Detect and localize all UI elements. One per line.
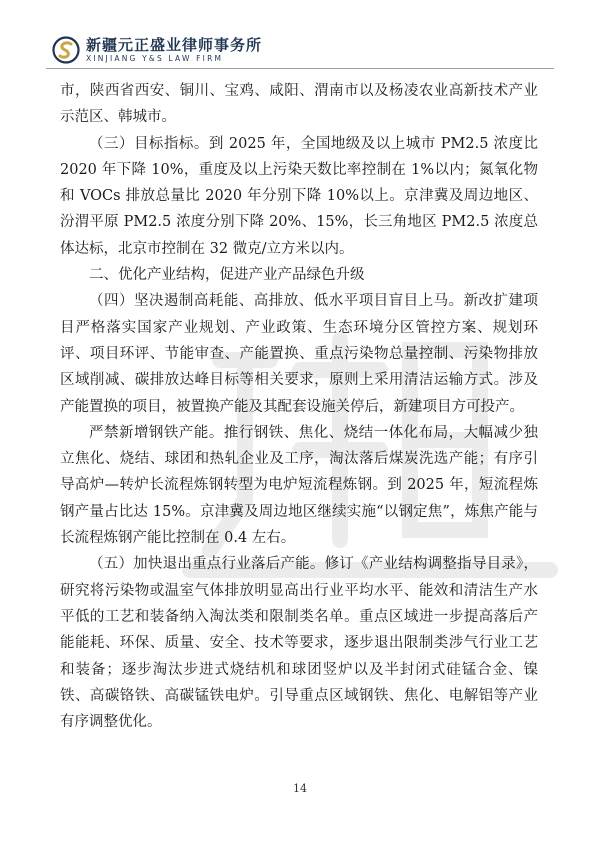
firm-name-block <box>86 36 262 64</box>
paragraph-phase-out-backward-capacity: （五）加快退出重点行业落后产能。修订《产业结构调整指导目录》，研究将污染物或温室气体排放明显高出行业平均水平、能效和清洁生产水平低的工艺和装备纳入淘汰类和限制类名单。重点区域进一步提高落后产能能耗、环保、质量、安全、技术等要求，逐步退出限制类涉气行业工艺和装备；逐步淘汰步进式烧结机和球团竖炉以及半封闭式硅锰合金、镍铁、高碳铬铁、高碳锰铁电炉。引导重点区域钢铁、焦化、电解铝等产业有序调整优化。 <box>60 556 538 731</box>
paragraph-target-indicators: （三）目标指标。到 2025 年，全国地级及以上城市 PM2.5 浓度比 2020 年下降 10%，重度及以上污染天数比率控制在 1%以内；氮氧化物和 VOCs 排放总量比 2020 年分别下降 10%以上。京津冀及周边地区、汾渭平原 PM2.5 浓度分别下降 20%、15%，长三角地区 PM2.5 浓度总体达标，北京市控制在 32 微克/立方米以内。 <box>60 135 538 257</box>
paragraph-steel-capacity: 严禁新增钢铁产能。推行钢铁、焦化、烧结一体化布局，大幅减少独立焦化、烧结、球团和热轧企业及工序，淘汰落后煤炭洗选产能；有序引导高炉—转炉长流程炼钢转型为电炉短流程炼钢。到 2025 年，短流程炼钢产量占比达 15%。京津冀及周边地区继续实施“以钢定焦”，炼焦产能与长流程炼钢产能比控制在 0.4 左右。 <box>60 424 538 547</box>
document-body <box>60 78 538 735</box>
section-heading-industry-structure: 二、优化产业结构，促进产业产品绿色升级 <box>89 267 365 284</box>
firm-logo-icon <box>52 36 80 64</box>
firm-name-en: XINJIANG Y&S LAW FIRM <box>86 54 224 63</box>
page-header <box>52 32 262 68</box>
paragraph-curb-high-emission-projects: （四）坚决遏制高耗能、高排放、低水平项目盲目上马。新改扩建项目严格落实国家产业规划、产业政策、生态环境分区管控方案、规划环评、项目环评、节能审查、产能置换、重点污染物总量控制、污染物排放区域削减、碳排放达峰目标等相关要求，原则上采用清洁运输方式。涉及产能置换的项目，被置换产能及其配套设施关停后，新建项目方可投产。 <box>60 293 538 415</box>
page-number: 14 <box>293 782 307 795</box>
paragraph-continued-regions: 市，陕西省西安、铜川、宝鸡、咸阳、渭南市以及杨凌农业高新技术产业示范区、韩城市。 <box>60 83 538 126</box>
header-divider <box>46 68 554 69</box>
firm-name-cn: 新疆元正盛业律师事务所 <box>86 36 263 54</box>
